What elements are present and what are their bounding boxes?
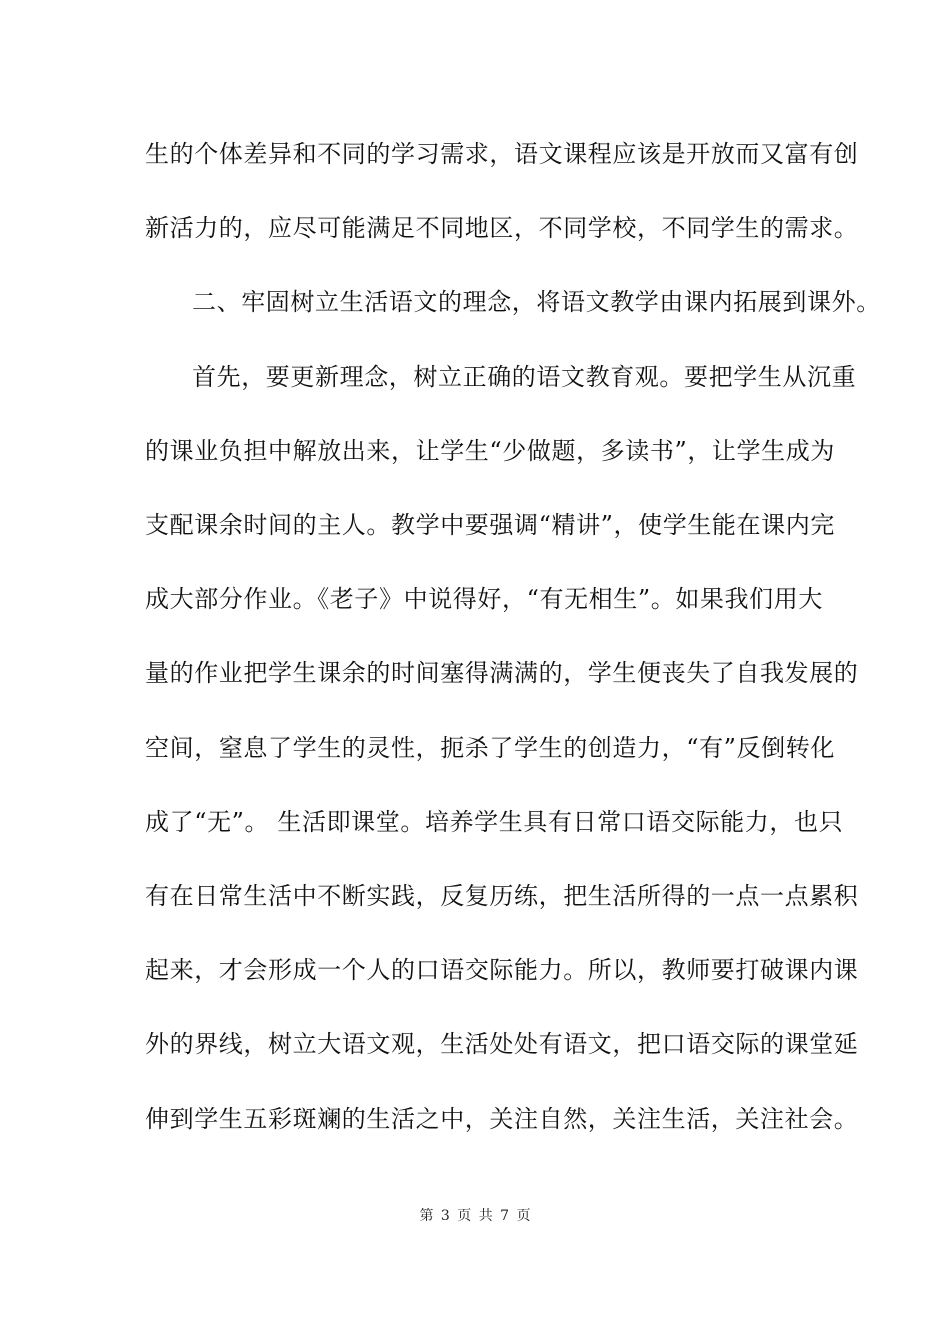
body-text-line: 新活力的，应尽可能满足不同地区，不同学校，不同学生的需求。	[145, 214, 859, 242]
body-text-line: 空间，窒息了学生的灵性，扼杀了学生的创造力，“有”反倒转化	[145, 734, 835, 762]
body-text-line: 伸到学生五彩斑斓的生活之中，关注自然，关注生活，关注社会。	[145, 1105, 859, 1133]
body-text-line: 成大部分作业。《老子》中说得好，“有无相生”。如果我们用大	[145, 585, 823, 613]
body-text-line: 成了“无”。 生活即课堂。培养学生具有日常口语交际能力，也只	[145, 808, 844, 836]
body-text-line: 的课业负担中解放出来，让学生“少做题，多读书”，让学生成为	[145, 437, 835, 465]
body-text-line: 量的作业把学生课余的时间塞得满满的，学生便丧失了自我发展的	[145, 659, 859, 687]
body-text-line: 有在日常生活中不断实践，反复历练，把生活所得的一点一点累积	[145, 882, 859, 910]
page-number-footer: 第 3 页 共 7 页	[419, 1208, 531, 1224]
body-text-line: 外的界线，树立大语文观，生活处处有语文，把口语交际的课堂延	[145, 1030, 859, 1058]
body-text-line: 起来，才会形成一个人的口语交际能力。所以，教师要打破课内课	[145, 956, 859, 984]
paragraph-first-line: 首先，要更新理念，树立正确的语文教育观。要把学生从沉重	[192, 363, 857, 391]
body-text-line: 支配课余时间的主人。教学中要强调“精讲”，使学生能在课内完	[145, 511, 835, 539]
body-text-line: 生的个体差异和不同的学习需求，语文课程应该是开放而又富有创	[145, 140, 859, 168]
section-heading: 二、牢固树立生活语文的理念，将语文教学由课内拓展到课外。	[192, 288, 881, 316]
